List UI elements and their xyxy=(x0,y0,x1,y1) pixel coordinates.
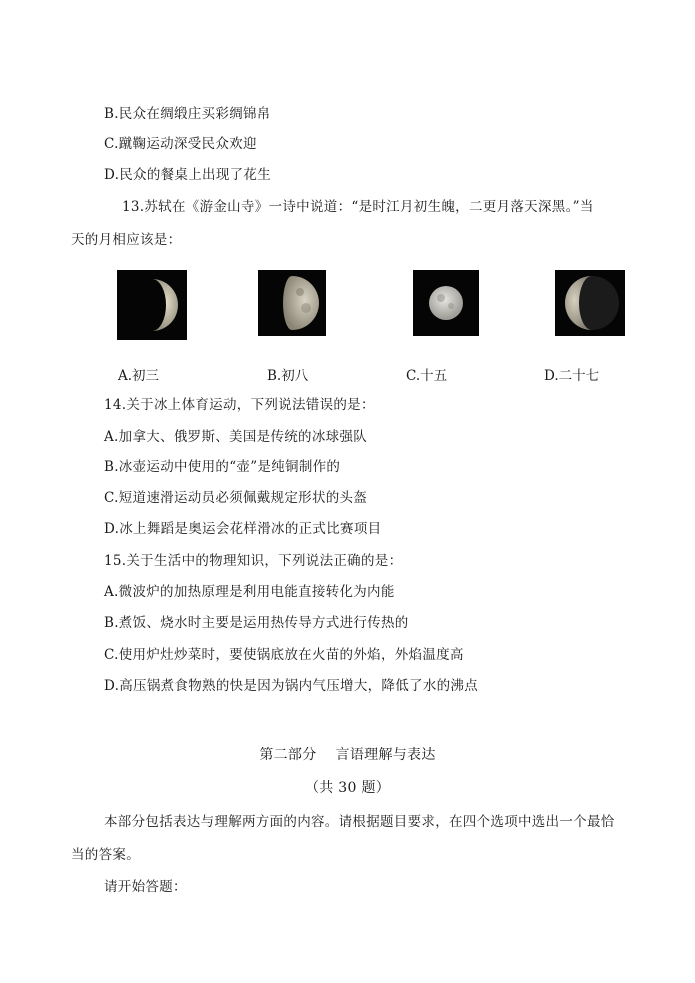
q13-stem-line1: 13.苏轼在《游金山寺》一诗中说道：“是时江月初生魄，二更月落天深黑。”当 xyxy=(122,199,594,215)
q13-option-d: D.二十七 xyxy=(544,368,600,384)
q13-option-b: B.初八 xyxy=(267,368,309,384)
q14-option-c: C.短道速滑运动员必须佩戴规定形状的头盔 xyxy=(104,490,368,506)
q14-stem: 14.关于冰上体育运动，下列说法错误的是： xyxy=(104,397,375,413)
option-c-prev: C.蹴鞠运动深受民众欢迎 xyxy=(104,136,257,152)
part2-intro-line2: 当的答案。 xyxy=(71,847,140,863)
q14-option-a: A.加拿大、俄罗斯、美国是传统的冰球强队 xyxy=(104,429,368,445)
part2-title: 第二部分 言语理解与表达 xyxy=(259,747,436,763)
q13-option-a: A.初三 xyxy=(118,368,160,384)
moon-waning-crescent-image xyxy=(555,270,625,336)
part2-start-prompt: 请开始答题： xyxy=(104,879,187,895)
q13-stem-line2: 天的月相应该是： xyxy=(71,232,182,248)
q14-option-b: B.冰壶运动中使用的“壶”是纯铜制作的 xyxy=(104,459,341,475)
q15-stem: 15.关于生活中的物理知识，下列说法正确的是： xyxy=(104,553,403,569)
part2-intro-line1: 本部分包括表达与理解两方面的内容。请根据题目要求，在四个选项中选出一个最恰 xyxy=(104,814,615,830)
q15-option-c: C.使用炉灶炒菜时，要使锅底放在火苗的外焰，外焰温度高 xyxy=(104,647,464,663)
q15-option-a: A.微波炉的加热原理是利用电能直接转化为内能 xyxy=(104,584,395,600)
part2-question-count: （共 30 题） xyxy=(304,780,391,796)
q15-option-d: D.高压锅煮食物熟的快是因为锅内气压增大，降低了水的沸点 xyxy=(104,678,479,694)
moon-waxing-crescent-image xyxy=(117,270,187,340)
q14-option-d: D.冰上舞蹈是奥运会花样滑冰的正式比赛项目 xyxy=(104,521,382,537)
q15-option-b: B.煮饭、烧水时主要是运用热传导方式进行传热的 xyxy=(104,615,409,631)
option-b-prev: B.民众在绸缎庄买彩绸锦帛 xyxy=(104,106,271,122)
q13-option-c: C.十五 xyxy=(406,368,448,384)
moon-full-image xyxy=(413,270,479,336)
option-d-prev: D.民众的餐桌上出现了花生 xyxy=(104,167,272,183)
moon-first-quarter-image xyxy=(258,270,326,336)
